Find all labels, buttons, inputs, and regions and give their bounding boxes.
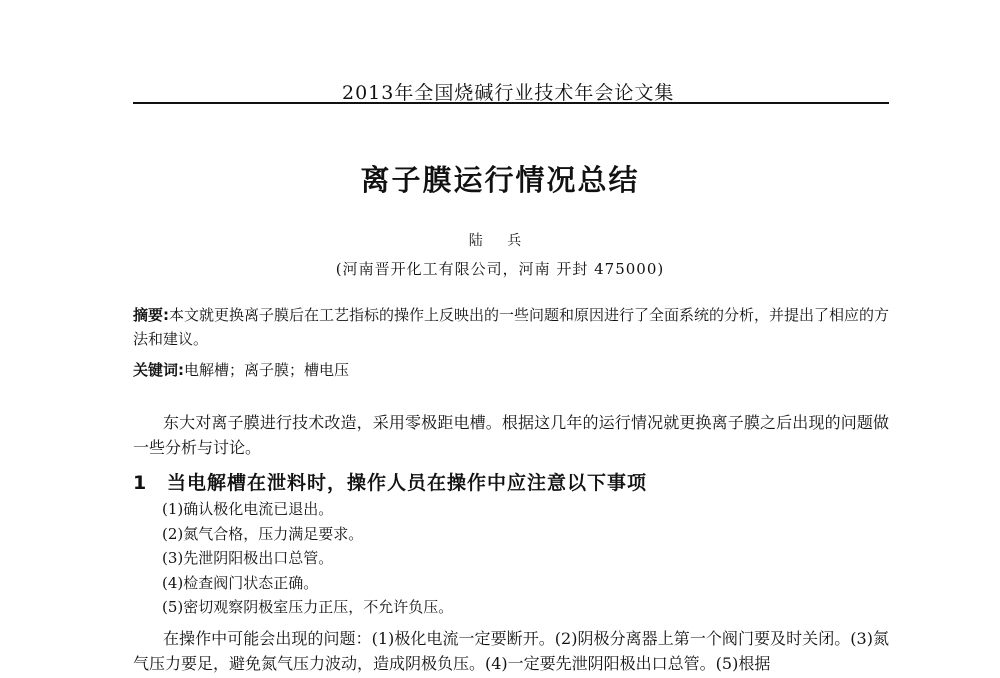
abstract xyxy=(133,303,889,351)
affiliation: (河南晋开化工有限公司，河南 开封 475000) xyxy=(335,260,665,278)
section-number: 1 xyxy=(133,472,148,494)
list-item: (2)氮气合格，压力满足要求。 xyxy=(162,524,364,543)
header-rule xyxy=(133,102,889,104)
step-list xyxy=(162,497,453,620)
keywords-text: 电解槽；离子膜；槽电压 xyxy=(184,361,350,379)
running-header: 2013年全国烧碱行业技术年会论文集 xyxy=(342,82,675,104)
list-item: (4)检查阀门状态正确。 xyxy=(162,573,319,592)
list-item: (5)密切观察阴极室压力正压，不允许负压。 xyxy=(162,598,454,616)
list-item: (1)确认极化电流已退出。 xyxy=(162,500,334,518)
author: 陆 兵 xyxy=(468,233,532,249)
problems-paragraph: 在操作中可能会出现的问题：(1)极化电流一定要断开。(2)阴极分离器上第一个阀门要及时关闭。(3)氮气压力要足，避免氮气压力波动，造成阴极负压。(4)一定要先泄阴阳极出口总管。(5)根据 xyxy=(133,629,889,673)
list-item: (3)先泄阴阳极出口总管。 xyxy=(162,549,334,567)
section-title: 当电解槽在泄料时，操作人员在操作中应注意以下事项 xyxy=(167,472,648,494)
abstract-text: 本文就更换离子膜后在工艺指标的操作上反映出的一些问题和原因进行了全面系统的分析，并提出了相应的方法和建议。 xyxy=(133,306,890,348)
section-heading xyxy=(133,468,647,495)
intro-paragraph: 东大对离子膜进行技术改造，采用零极距电槽。根据这几年的运行情况就更换离子膜之后出现的问题做一些分析与讨论。 xyxy=(133,413,889,457)
keywords xyxy=(133,358,889,382)
keywords-label: 关键词: xyxy=(133,361,184,379)
abstract-label: 摘要: xyxy=(133,306,169,324)
paper-title: 离子膜运行情况总结 xyxy=(360,163,640,197)
